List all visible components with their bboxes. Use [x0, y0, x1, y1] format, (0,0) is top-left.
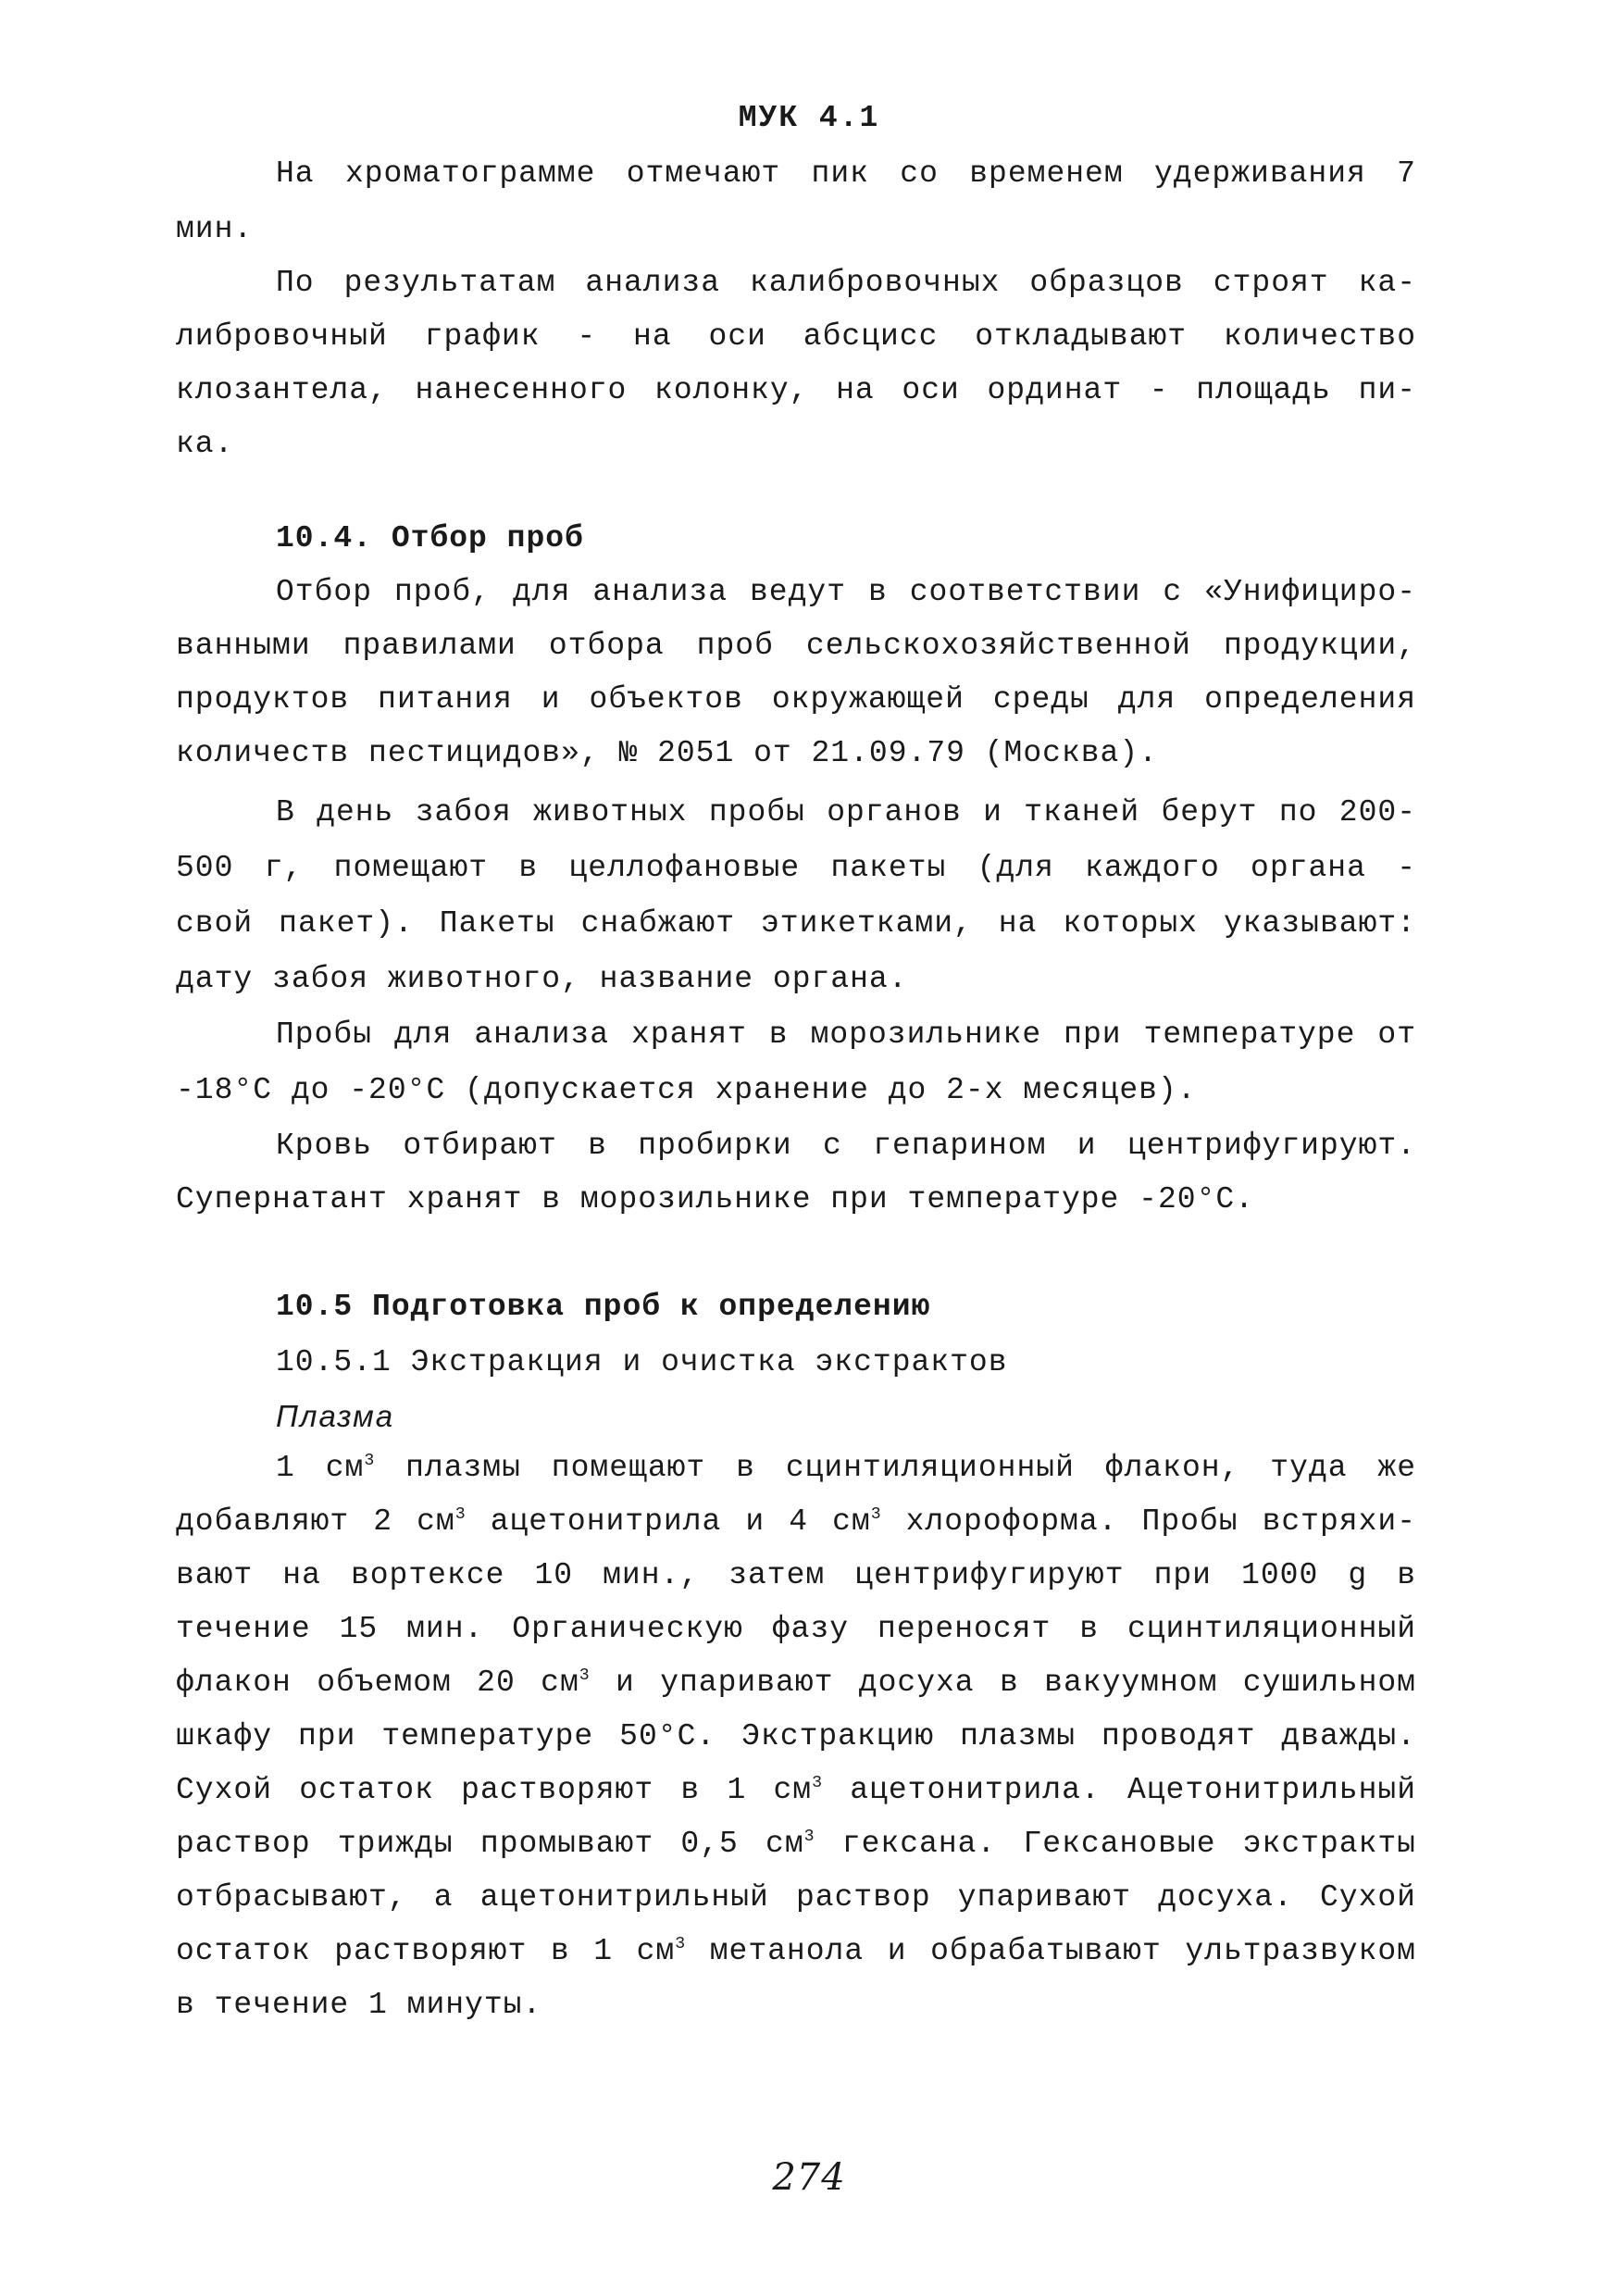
paragraph-line: добавляют 2 $см^3$ ацетонитрила и 4 $см^3$ хлороформа. Пробы встряхи-: [176, 1504, 1416, 1539]
paragraph-line: дату забоя животного, название органа.: [176, 962, 908, 996]
page-number: 274: [772, 2156, 846, 2199]
paragraph-line: мин.: [176, 212, 254, 246]
paragraph-line: в течение 1 минуты.: [176, 1988, 542, 2022]
paragraph-line: флакон объемом 20 $см^3$ и упаривают досуха в вакуумном сушильном: [176, 1666, 1416, 1700]
paragraph-line: ванными правилами отбора проб сельскохозяйственной продукции,: [176, 629, 1416, 663]
paragraph-line: количеств пестицидов», № 2051 от 21.09.79 (Москва).: [176, 736, 1158, 770]
paragraph-line: клозантела, нанесенного колонку, на оси ординат - площадь пи-: [176, 373, 1416, 407]
paragraph-line: шкафу при температуре 50°С. Экстракцию плазмы проводят дважды.: [176, 1719, 1416, 1753]
section-heading-10-4: 10.4. Отбор проб: [276, 521, 584, 555]
paragraph-line: На хроматограмме отмечают пик со временем удерживания 7: [276, 156, 1416, 191]
paragraph-line: Сухой остаток растворяют в 1 $см^3$ ацетонитрила. Ацетонитрильный: [176, 1773, 1416, 1807]
paragraph-line: ка.: [176, 427, 234, 461]
paragraph-line: раствор трижды промывают 0,5 $см^3$ гексана. Гексановые экстракты: [176, 1827, 1416, 1861]
paragraph-line: либровочный график - на оси абсцисс откладывают количество: [176, 319, 1416, 354]
paragraph-line: В день забоя животных пробы органов и тканей берут по 200-: [276, 795, 1416, 830]
paragraph-line: Супернатант хранят в морозильнике при температуре -20°С.: [176, 1182, 1254, 1217]
paragraph-line: остаток растворяют в 1 $см^3$ метанола и обрабатывают ультразвуком: [176, 1934, 1416, 1968]
subsection-subtitle: Плазма: [276, 1399, 395, 1433]
paragraph-line: Пробы для анализа хранят в морозильнике при температуре от: [276, 1017, 1416, 1052]
paragraph-line: отбрасывают, а ацетонитрильный раствор упаривают досуха. Сухой: [176, 1880, 1416, 1915]
paragraph-line: продуктов питания и объектов окружающей среды для определения: [176, 682, 1416, 717]
paragraph-line: течение 15 мин. Органическую фазу переносят в сцинтиляционный: [176, 1612, 1416, 1646]
paragraph-line: 1 $см^3$ плазмы помещают в сцинтиляционный флакон, туда же: [276, 1451, 1416, 1485]
paragraph-line: Кровь отбирают в пробирки с гепарином и центрифугируют.: [276, 1129, 1416, 1163]
paragraph-line: По результатам анализа калибровочных образцов строят ка-: [276, 266, 1416, 300]
paragraph-line: вают на вортексе 10 мин., затем центрифугируют при 1000 g в: [176, 1558, 1416, 1592]
paragraph-line: -18°С до -20°С (допускается хранение до 2-х месяцев).: [176, 1073, 1197, 1107]
page-header: МУК 4.1: [738, 101, 880, 135]
subsection-heading-10-5-1: 10.5.1 Экстракция и очистка экстрактов: [276, 1345, 1008, 1379]
paragraph-line: 500 г, помещают в целлофановые пакеты (для каждого органа -: [176, 851, 1416, 885]
section-heading-10-5: 10.5 Подготовка проб к определению: [276, 1290, 931, 1324]
paragraph-line: свой пакет). Пакеты снабжают этикетками, на которых указывают:: [176, 906, 1416, 941]
paragraph-line: Отбор проб, для анализа ведут в соответствии с «Унифициро-: [276, 575, 1416, 609]
